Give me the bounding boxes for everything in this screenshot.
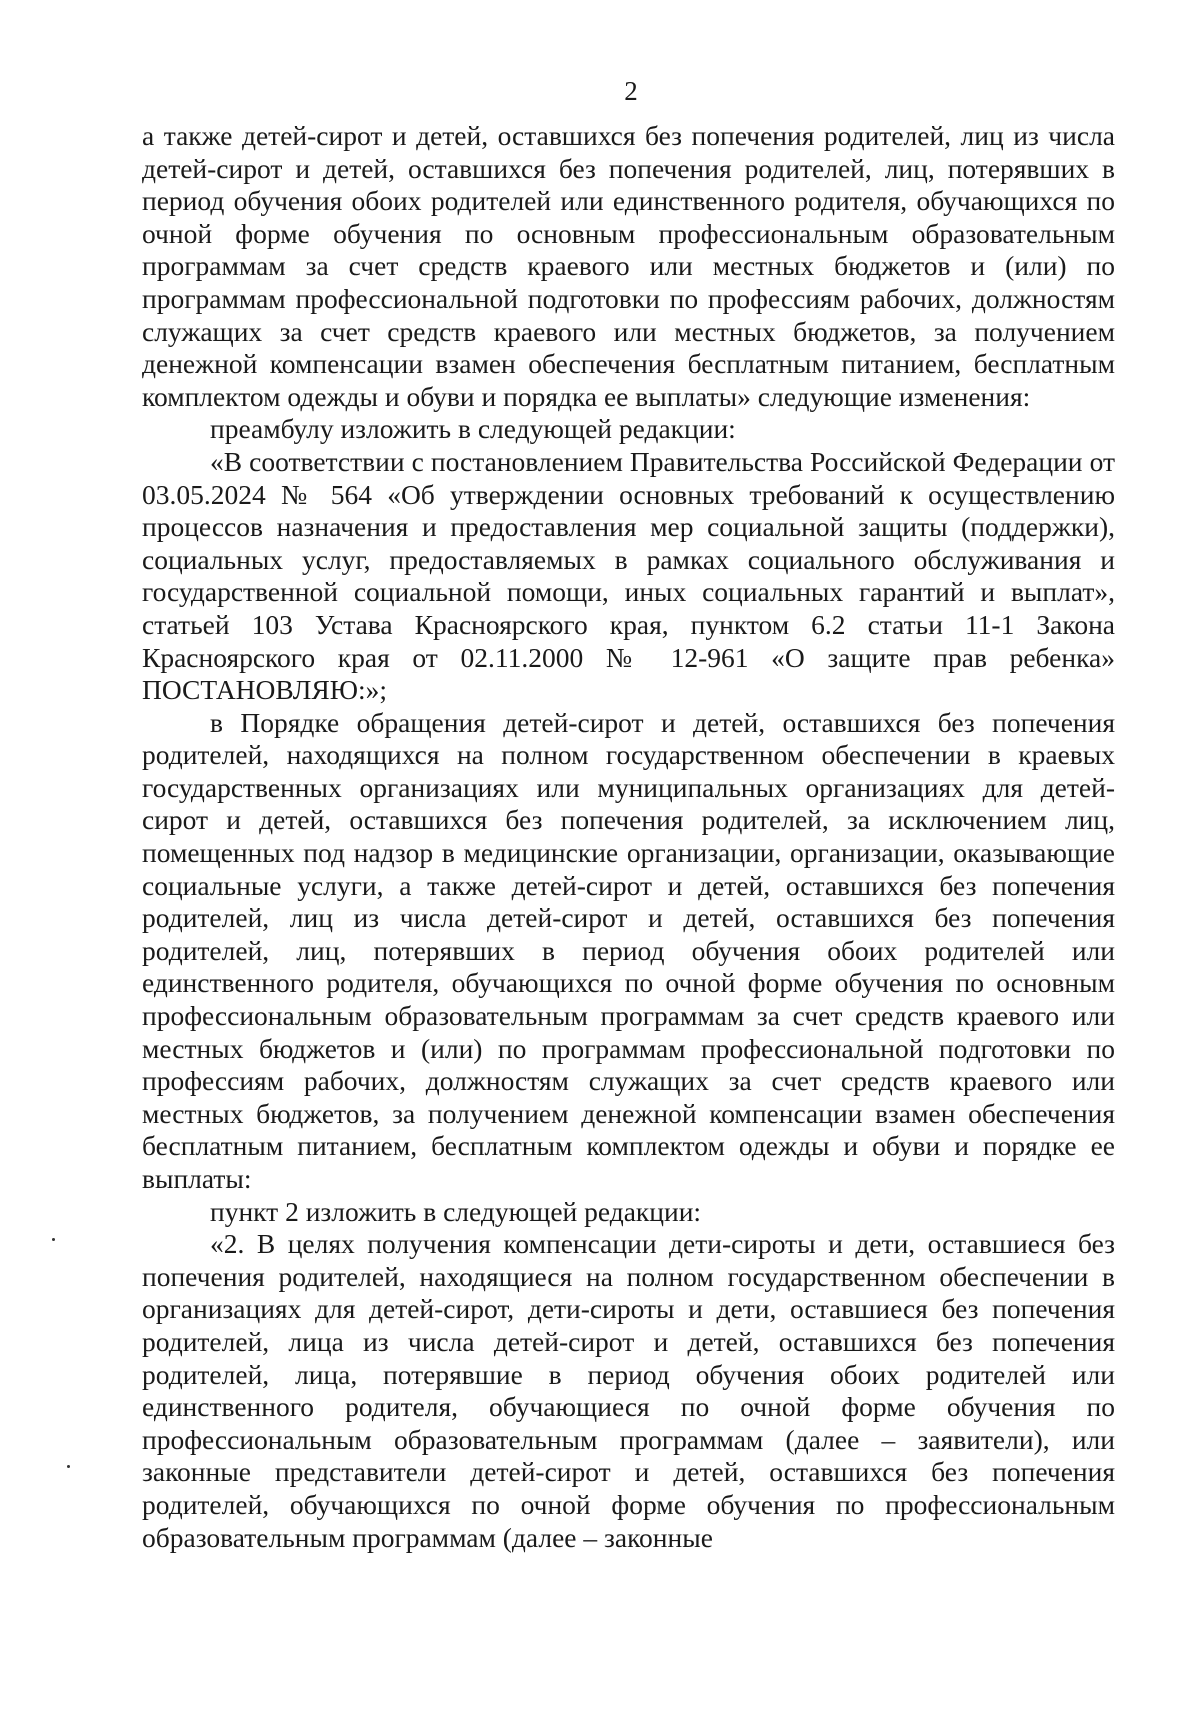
scan-speck (52, 1238, 55, 1241)
document-body (142, 120, 1115, 1554)
page-number: 2 (624, 76, 638, 106)
paragraph-5: пункт 2 изложить в следующей редакции: (210, 1195, 702, 1227)
paragraph-4: в Порядке обращения детей-сирот и детей, оставшихся без попечения родителей, находящихся на полном государственном обеспечении в краевых государственных организациях или муниципальных организациях для детей-сирот и детей, оставшихся без попечения родителей, за исключением лиц, помещенных под надзор в медицинские организации, организации, оказывающие социальные услуги, а также детей-сирот и детей, оставшихся без попечения родителей, лиц из числа детей-сирот и детей, оставшихся без попечения родителей, лиц, потерявших в период обучения обоих родителей или единственного родителя, обучающихся по очной форме обучения по основным профессиональным образовательным программам за счет средств краевого или местных бюджетов и (или) по программам профессиональной подготовки по профессиям рабочих, должностям служащих за счет средств краевого или местных бюджетов, за получением денежной компенсации взамен обеспечения бесплатным питанием, бесплатным комплектом одежды и обуви и порядке ее выплаты: (142, 706, 1115, 1194)
paragraph-6: «2. В целях получения компенсации дети-сироты и дети, оставшиеся без попечения родителей, находящиеся на полном государственном обеспечении в организациях для детей-сирот, дети-сироты и дети, оставшиеся без попечения родителей, лица из числа детей-сирот и детей, оставшихся без попечения родителей, лица, потерявшие в период обучения обоих родителей или единственного родителя, обучающиеся по очной форме обучения по профессиональным образовательным программам (далее – заявители), или законные представители детей-сирот и детей, оставшихся без попечения родителей, обучающихся по очной форме обучения по профессиональным образовательным программам (далее – законные (142, 1228, 1115, 1553)
paragraph-2: преамбулу изложить в следующей редакции: (210, 413, 736, 445)
scan-speck (67, 1465, 70, 1468)
paragraph-3: «В соответствии с постановлением Правительства Российской Федерации от 03.05.2024 № 564 «Об утверждении основных требований к осуществлению процессов назначения и предоставления мер социальной защиты (поддержки), социальных услуг, предоставляемых в рамках социального обслуживания и государственной социальной помощи, иных социальных гарантий и выплат», статьей 103 Устава Красноярского края, пунктом 6.2 статьи 11-1 Закона Красноярского края от 02.11.2000 № 12-961 «О защите прав ребенка» ПОСТАНОВЛЯЮ:»; (142, 445, 1115, 706)
paragraph-1: а также детей-сирот и детей, оставшихся без попечения родителей, лиц из числа детей-сирот и детей, оставшихся без попечения родителей, лиц, потерявших в период обучения обоих родителей или единственного родителя, обучающихся по очной форме обучения по основным профессиональным образовательным программам за счет средств краевого или местных бюджетов и (или) по программам профессиональной подготовки по профессиям рабочих, должностям служащих за счет средств краевого или местных бюджетов, за получением денежной компенсации взамен обеспечения бесплатным питанием, бесплатным комплектом одежды и обуви и порядка ее выплаты» следующие изменения: (142, 120, 1115, 412)
